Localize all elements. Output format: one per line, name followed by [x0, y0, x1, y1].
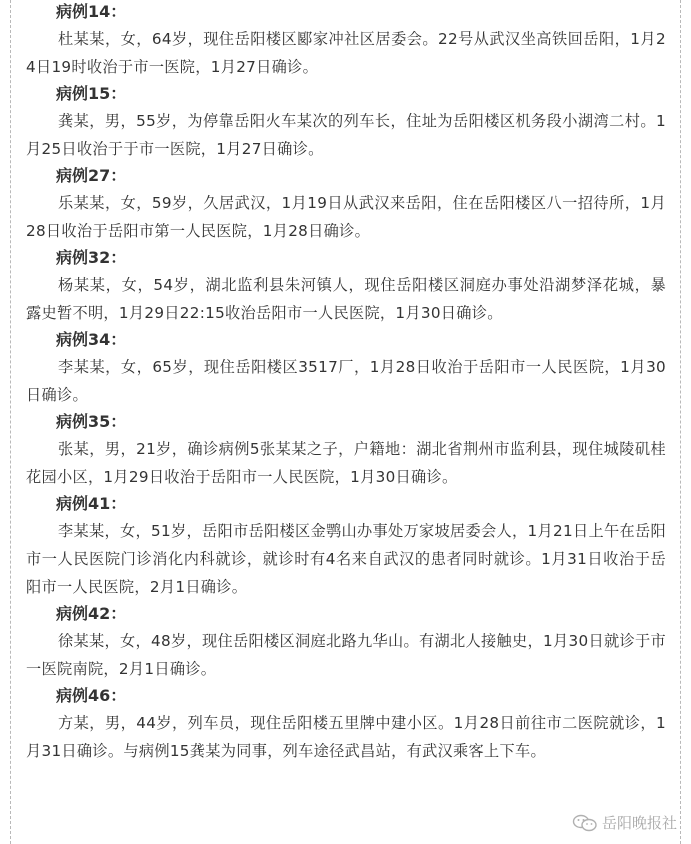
- right-dashed-border: [680, 0, 681, 844]
- case-item: [26, 492, 666, 601]
- case-text: 李某某，女，51岁，岳阳市岳阳楼区金鹗山办事处万家坡居委会人，1月21日上午在岳阳市一人民医院门诊消化内科就诊，就诊时有4名来自武汉的患者同时就诊。1月31日收治于岳阳市一人民医院，2月1日确诊。: [26, 522, 666, 596]
- wechat-icon: [572, 814, 598, 832]
- case-text: 杨某某，女，54岁，湖北监利县朱河镇人，现住岳阳楼区洞庭办事处沿湖梦泽花城，暴露史暂不明，1月29日22:15收治岳阳市一人民医院，1月30日确诊。: [26, 276, 666, 322]
- case-text: 张某，男，21岁，确诊病例5张某某之子，户籍地：湖北省荆州市监利县，现住城陵矶桂花园小区，1月29日收治于岳阳市一人民医院，1月30日确诊。: [26, 440, 666, 486]
- watermark: [572, 812, 677, 833]
- case-list: [26, 0, 666, 765]
- case-item: [26, 328, 666, 409]
- case-item: [26, 410, 666, 491]
- case-text: 方某，男，44岁，列车员，现住岳阳楼五里牌中建小区。1月28日前往市二医院就诊，1月31日确诊。与病例15龚某为同事，列车途径武昌站，有武汉乘客上下车。: [26, 714, 666, 760]
- case-title: 病例15：: [56, 84, 127, 103]
- watermark-text: 岳阳晚报社: [601, 814, 677, 832]
- case-title: 病例35：: [56, 412, 127, 431]
- case-title: 病例14：: [56, 2, 127, 21]
- case-title: 病例42：: [56, 604, 127, 623]
- case-text: 徐某某，女，48岁，现住岳阳楼区洞庭北路九华山。有湖北人接触史，1月30日就诊于市一医院南院，2月1日确诊。: [26, 632, 666, 678]
- case-title: 病例46：: [56, 686, 127, 705]
- left-dashed-border: [10, 0, 11, 844]
- case-item: [26, 82, 666, 163]
- case-item: [26, 684, 666, 765]
- case-text: 李某某，女，65岁，现住岳阳楼区3517厂，1月28日收治于岳阳市一人民医院，1月30日确诊。: [26, 358, 666, 404]
- case-title: 病例32：: [56, 248, 127, 267]
- case-text: 乐某某，女，59岁，久居武汉，1月19日从武汉来岳阳，住在岳阳楼区八一招待所，1月28日收治于岳阳市第一人民医院，1月28日确诊。: [26, 194, 666, 240]
- case-item: [26, 0, 666, 81]
- case-title: 病例34：: [56, 330, 127, 349]
- case-item: [26, 602, 666, 683]
- case-item: [26, 164, 666, 245]
- case-text: 龚某，男，55岁，为停靠岳阳火车某次的列车长，住址为岳阳楼区机务段小湖湾二村。1月25日收治于于市一医院，1月27日确诊。: [26, 112, 666, 158]
- case-item: [26, 246, 666, 327]
- case-title: 病例27：: [56, 166, 127, 185]
- case-text: 杜某某，女，64岁，现住岳阳楼区郾家冲社区居委会。22号从武汉坐高铁回岳阳，1月24日19时收治于市一医院，1月27日确诊。: [26, 30, 666, 76]
- case-title: 病例41：: [56, 494, 127, 513]
